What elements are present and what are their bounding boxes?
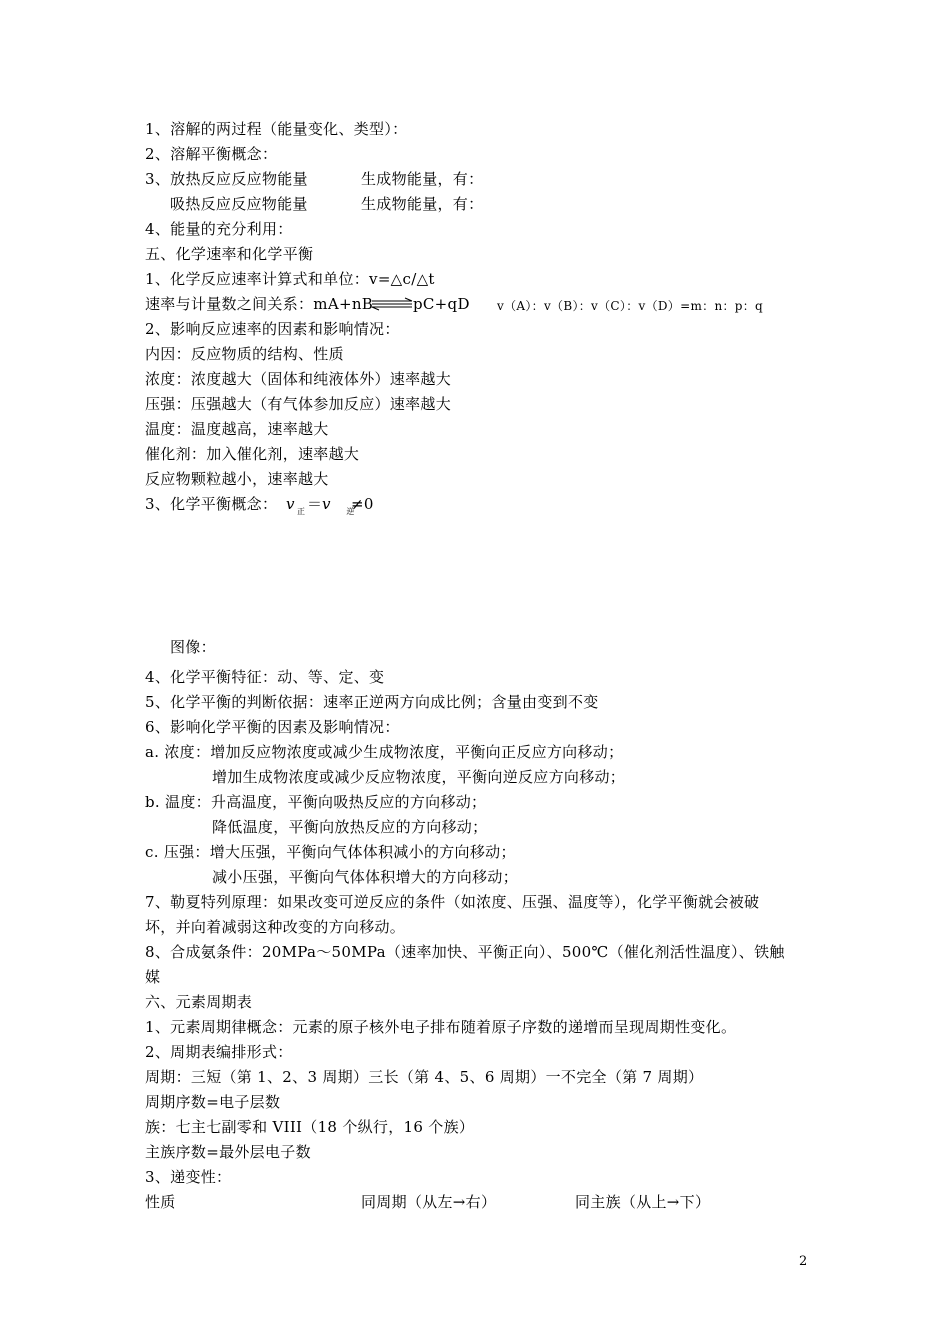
line-table-layout: 2、周期表编排形式：: [145, 1043, 293, 1061]
line-ammonia-synthesis: 8、合成氨条件：20MPa～50MPa（速率加快、平衡正向）、500℃（催化剂活性温度）、铁触: [145, 943, 785, 961]
property-header: 性质: [145, 1193, 176, 1211]
forward-rate-symbol: v: [286, 495, 295, 513]
line-periodicity: 3、递变性：: [145, 1168, 232, 1186]
line-le-chatelier: 7、勒夏特列原理：如果改变可逆反应的条件（如浓度、压强、温度等），化学平衡就会被破: [145, 893, 760, 911]
line-ammonia-synthesis-cont: 媒: [145, 968, 161, 986]
line-energy-use: 4、能量的充分利用：: [145, 220, 293, 238]
same-period-header: 同周期（从左→右）: [361, 1193, 497, 1211]
line-particle-size-factor: 反应物颗粒越小，速率越大: [145, 470, 329, 488]
not-zero-text: ≠0: [351, 495, 374, 513]
reverse-rate-symbol: v: [322, 495, 331, 513]
line-periods: 周期：三短（第 1、2、3 周期）三长（第 4、5、6 周期）一不完全（第 7 周期）: [145, 1068, 704, 1086]
line-periodic-law: 1、元素周期律概念：元素的原子核外电子排布随着原子序数的递增而呈现周期性变化。: [145, 1018, 737, 1036]
line-property-header: [145, 1192, 745, 1212]
reaction-products: pC+qD: [413, 295, 470, 313]
line-temperature-effect: b. 温度：升高温度，平衡向吸热反应的方向移动；: [145, 793, 487, 811]
line-temperature-factor: 温度：温度越高，速率越大: [145, 420, 329, 438]
line-temperature-effect-2: 降低温度，平衡向放热反应的方向移动；: [212, 818, 488, 836]
line-le-chatelier-cont: 坏，并向着减弱这种改变的方向移动。: [145, 918, 406, 936]
line-equilibrium-features: 4、化学平衡特征：动、等、定、变: [145, 668, 385, 686]
line-concentration-effect-2: 增加生成物浓度或减少反应物浓度，平衡向逆反应方向移动；: [212, 768, 626, 786]
rate-ratio: v（A）：v（B）：v（C）：v（D）=m：n：p：q: [497, 299, 764, 313]
page-number: 2: [799, 1254, 808, 1269]
same-group-header: 同主族（从上→下）: [575, 1193, 711, 1211]
reverse-subscript: 逆: [346, 507, 355, 516]
line-concentration-factor: 浓度：浓度越大（固体和纯液体外）速率越大: [145, 370, 452, 388]
line-equilibrium-criteria: 5、化学平衡的判断依据：速率正逆两方向成比例；含量由变到不变: [145, 693, 599, 711]
exothermic-product-text: 生成物能量，有：: [361, 170, 484, 188]
section-heading-periodic-table: 六、元素周期表: [145, 993, 253, 1011]
reaction-reactants: 速率与计量数之间关系：mA+nB: [145, 295, 374, 313]
equilibrium-arrow-icon: [371, 297, 413, 311]
line-endothermic: [170, 194, 570, 214]
section-heading-rate-equilibrium: 五、化学速率和化学平衡: [145, 245, 314, 263]
equilibrium-concept-label: 3、化学平衡概念：: [145, 495, 278, 513]
endothermic-text: 吸热反应反应物能量: [170, 195, 308, 213]
line-graph-label: 图像：: [170, 638, 216, 656]
line-concentration-effect: a. 浓度：增加反应物浓度或减少生成物浓度，平衡向正反应方向移动；: [145, 743, 624, 761]
exothermic-text: 3、放热反应反应物能量: [145, 170, 308, 188]
line-pressure-factor: 压强：压强越大（有气体参加反应）速率越大: [145, 395, 452, 413]
forward-subscript: 正: [297, 507, 306, 516]
line-exothermic: [145, 169, 545, 189]
line-rate-factors: 2、影响反应速率的因素和影响情况：: [145, 320, 400, 338]
line-dissolution-equilibrium: 2、溶解平衡概念：: [145, 145, 278, 163]
line-groups: 族：七主七副零和 VIII（18 个纵行，16 个族）: [145, 1118, 475, 1136]
line-rate-formula: 1、化学反应速率计算式和单位：v=△c/△t: [145, 270, 435, 288]
line-pressure-effect-2: 减小压强，平衡向气体体积增大的方向移动；: [212, 868, 519, 886]
line-period-number: 周期序数=电子层数: [145, 1093, 281, 1111]
equals-sign: ＝: [307, 495, 323, 513]
line-pressure-effect: c. 压强：增大压强，平衡向气体体积减小的方向移动；: [145, 843, 516, 861]
line-equilibrium-factors: 6、影响化学平衡的因素及影响情况：: [145, 718, 400, 736]
line-catalyst-factor: 催化剂：加入催化剂，速率越大: [145, 445, 360, 463]
line-internal-factor: 内因：反应物质的结构、性质: [145, 345, 344, 363]
line-rate-coefficient-relation: [145, 294, 810, 314]
line-dissolution-process: 1、溶解的两过程（能量变化、类型）：: [145, 120, 408, 138]
endothermic-product-text: 生成物能量，有：: [361, 195, 484, 213]
line-main-group-number: 主族序数=最外层电子数: [145, 1143, 311, 1161]
line-equilibrium-concept: [145, 494, 405, 514]
